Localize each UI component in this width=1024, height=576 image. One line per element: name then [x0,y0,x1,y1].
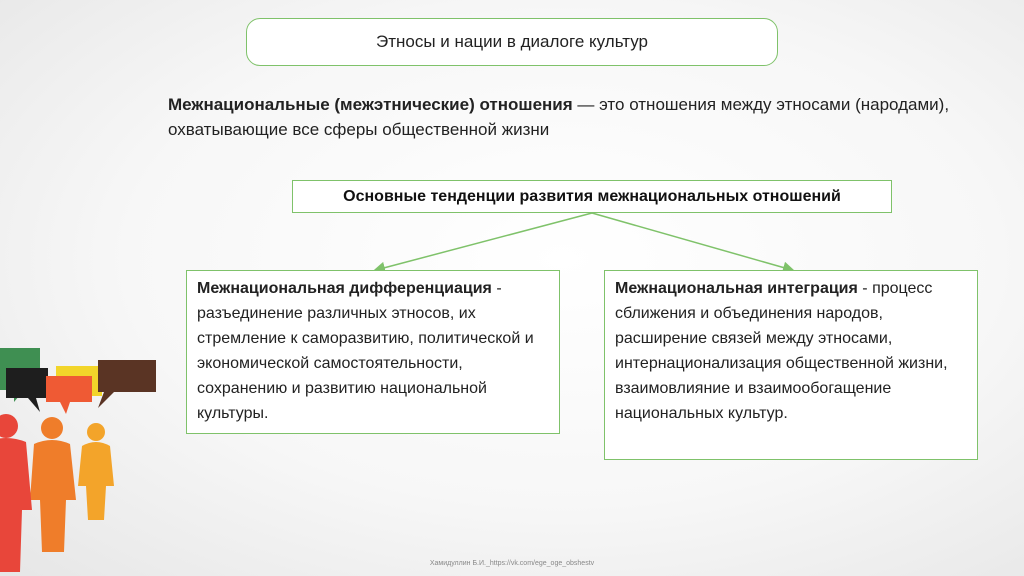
definition-text: — это отношения между этносами (народами), охватывающие все сферы общественной жизни [168,95,950,139]
arrow-to-differentiation [376,213,592,270]
integration-term: Межнациональная интеграция [615,280,858,297]
differentiation-card [186,270,560,434]
integration-card [604,270,978,460]
definition-term: Межнациональные (межэтнические) отношения [168,95,573,114]
slide-title-text: Этносы и нации в диалоге культур [376,32,648,51]
tendencies-heading: Основные тенденции развития межнациональных отношений [343,187,841,205]
arrow-to-integration [592,213,792,270]
differentiation-text: - разъединение различных этносов, их стремление к саморазвитию, политической и экономической самостоятельности, сохранению и развитию национальной культуры. [197,280,534,422]
integration-text: - процесс сближения и объединения народов, расширение связей между этносами, интернационализация общественной жизни, взаимовлияние и взаимообогащение национальных культур. [615,280,948,422]
footer-credit: Хамидуллин Б.И._https://vk.com/ege_oge_obshestv [429,560,595,567]
people-with-speech-bubbles-icon [0,348,156,572]
differentiation-term: Межнациональная дифференциация [197,280,492,297]
